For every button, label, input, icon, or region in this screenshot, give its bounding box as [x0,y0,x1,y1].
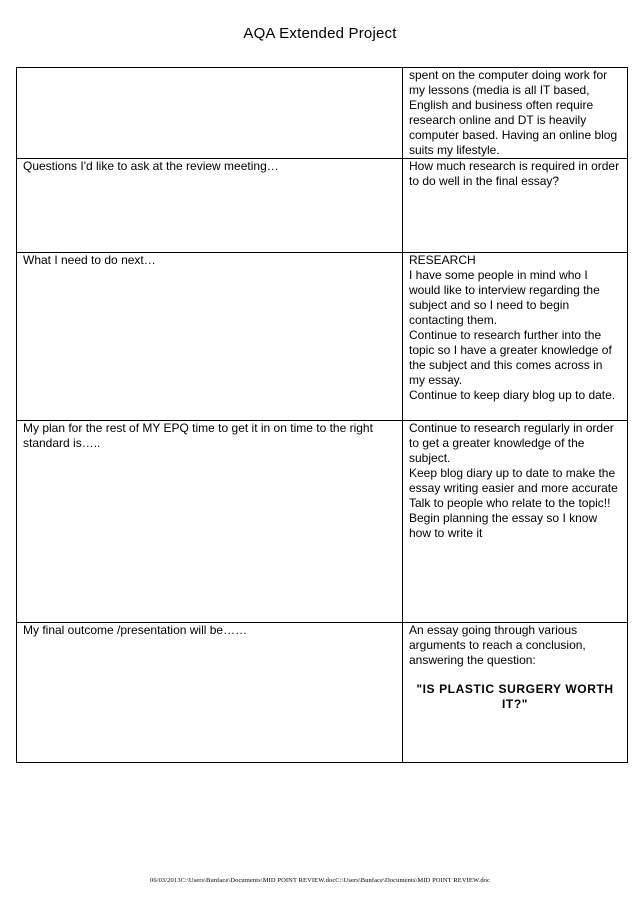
review-table [16,67,628,763]
answer-text: Continue to research further into the topic so I have a greater knowledge of the subject and this comes across in my essay. [409,328,612,387]
essay-question-quote: "IS PLASTIC SURGERY WORTH IT?" [416,682,614,711]
footer-file-path: 06/03/2013C:\Users\Bunface\Documents\MID POINT REVIEW.docC:\Users\Bunface\Documents\MID POINT REVIEW.doc [149,877,491,884]
answer-cell [403,159,628,253]
question-text: What I need to do next… [23,253,156,267]
answer-cell [403,421,628,623]
answer-text: spent on the computer doing work for my lessons (media is all IT based, English and business often require research online and DT is heavily computer based. Having an online blog suits my lifestyle. [409,68,618,157]
answer-heading: RESEARCH [409,253,476,267]
question-cell [17,623,403,763]
answer-text: Continue to keep diary blog up to date. [409,388,616,402]
answer-text: Talk to people who relate to the topic!! [409,496,611,510]
question-text: Questions I'd like to ask at the review meeting… [23,159,279,173]
table-row [17,623,628,763]
question-text: My final outcome /presentation will be…… [23,623,248,637]
answer-text: Keep blog diary up to date to make the essay writing easier and more accurate [409,466,618,495]
table-row [17,421,628,623]
answer-text: How much research is required in order to do well in the final essay? [409,159,620,188]
answer-cell [403,68,628,159]
question-cell [17,421,403,623]
answer-text: Begin planning the essay so I know how to write it [409,511,598,540]
answer-text: An essay going through various arguments to reach a conclusion, answering the question: [409,623,586,667]
answer-cell [403,253,628,421]
table-row [17,253,628,421]
table-row [17,159,628,253]
answer-cell [403,623,628,763]
answer-text: Continue to research regularly in order to get a greater knowledge of the subject. [409,421,614,465]
answer-text: I have some people in mind who I would like to interview regarding the subject and so I need to begin contacting them. [409,268,600,327]
question-cell [17,253,403,421]
question-text: My plan for the rest of MY EPQ time to get it in on time to the right standard is….. [23,421,373,450]
table-row [17,68,628,159]
document-title: AQA Extended Project [243,25,397,42]
question-cell [17,68,403,159]
question-cell [17,159,403,253]
